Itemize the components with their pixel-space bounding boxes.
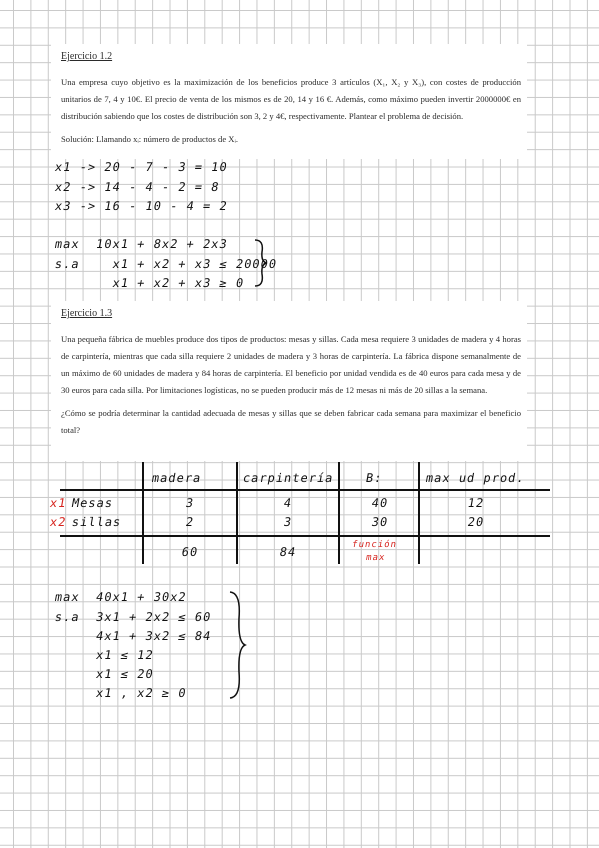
model-2-constraint-5: x1 , x2 ≥ 0 — [53, 686, 188, 700]
model-1-constraint-1: s.a x1 + x2 + x3 ≤ 20000 — [53, 257, 279, 271]
table-divider — [338, 462, 340, 564]
table-header-benefit: B: — [364, 471, 384, 485]
table-row-1-max: 12 — [466, 496, 486, 510]
table-header-carpinteria: carpintería — [241, 471, 335, 485]
model-1-constraint-2: x1 + x2 + x3 ≥ 0 — [53, 276, 246, 290]
annotation-funcion: función — [351, 540, 398, 550]
table-body-rule — [60, 535, 550, 537]
table-total-carpinteria: 84 — [278, 545, 298, 559]
table-row-2-max: 20 — [466, 515, 486, 529]
exercise-1-2-statement: Una empresa cuyo objetivo es la maximización de los beneficios produce 3 artículos (X₁, X₂ y X₃), con costes de producción unitarios de 7, 4 y 10€. El precio de venta de los mismos es de 20, 14 y 16 €. Además, como máximo pueden invertir 2000000€ en distribución sabiendo que los costes de distribución son 3, 2 y 4€, respectivamente. Plantear el problema de decisión. — [61, 77, 521, 121]
table-row-1-var: x1 — [48, 496, 68, 510]
model-2-brace — [227, 590, 247, 700]
table-row-1-carpinteria: 4 — [282, 496, 294, 510]
exercise-1-3-statement: Una pequeña fábrica de muebles produce dos tipos de productos: mesas y sillas. Cada mesa requiere 3 unidades de madera y 4 horas de carpintería, mientras que cada silla requiere 2 unidades de madera y 3 horas de carpintería. La fábrica dispone semanalmente de un máximo de 60 unidades de madera y 84 horas de carpintería. El beneficio por unidad vendida es de 40 euros para cada mesa y de 30 euros para cada silla. Por limitaciones logísticas, no se pueden producir más de 12 mesas ni más de 20 sillas a la semana. — [61, 334, 521, 395]
model-1-objective: max 10x1 + 8x2 + 2x3 — [53, 237, 229, 251]
table-total-madera: 60 — [180, 545, 200, 559]
calc-line-3: x3 -> 16 - 10 - 4 = 2 — [53, 199, 229, 213]
table-row-2-benefit: 30 — [370, 515, 390, 529]
exercise-1-3-question: ¿Cómo se podría determinar la cantidad adecuada de mesas y sillas que se deben fabricar cada semana para maximizar el beneficio total? — [61, 408, 521, 435]
model-2-constraint-4: x1 ≤ 20 — [53, 667, 155, 681]
table-divider — [418, 462, 420, 564]
table-row-1-benefit: 40 — [370, 496, 390, 510]
annotation-max: max — [365, 553, 387, 563]
exercise-1-3-title: Ejercicio 1.3 — [61, 308, 113, 319]
calc-line-2: x2 -> 14 - 4 - 2 = 8 — [53, 180, 221, 194]
table-divider — [142, 462, 144, 564]
exercise-1-3-box — [51, 301, 527, 461]
table-row-2-carpinteria: 3 — [282, 515, 294, 529]
calc-line-1: x1 -> 20 - 7 - 3 = 10 — [53, 160, 229, 174]
model-2-objective: max 40x1 + 30x2 — [53, 590, 188, 604]
model-2-constraint-2: 4x1 + 3x2 ≤ 84 — [53, 629, 213, 643]
model-1-brace — [252, 238, 270, 288]
table-header-rule — [60, 489, 550, 491]
table-row-1-label: Mesas — [70, 496, 115, 510]
model-2-constraint-3: x1 ≤ 12 — [53, 648, 155, 662]
table-header-madera: madera — [150, 471, 203, 485]
table-divider — [236, 462, 238, 564]
table-row-2-label: sillas — [70, 515, 123, 529]
table-row-1-madera: 3 — [184, 496, 196, 510]
exercise-1-2-solution-hint: Solución: Llamando xᵢ: número de productos de Xᵢ. — [61, 134, 239, 144]
table-header-max-units: max ud prod. — [424, 471, 526, 485]
exercise-1-2-title: Ejercicio 1.2 — [61, 51, 113, 62]
model-2-constraint-1: s.a 3x1 + 2x2 ≤ 60 — [53, 610, 213, 624]
exercise-1-2-box — [51, 44, 527, 159]
table-row-2-var: x2 — [48, 515, 68, 529]
table-row-2-madera: 2 — [184, 515, 196, 529]
